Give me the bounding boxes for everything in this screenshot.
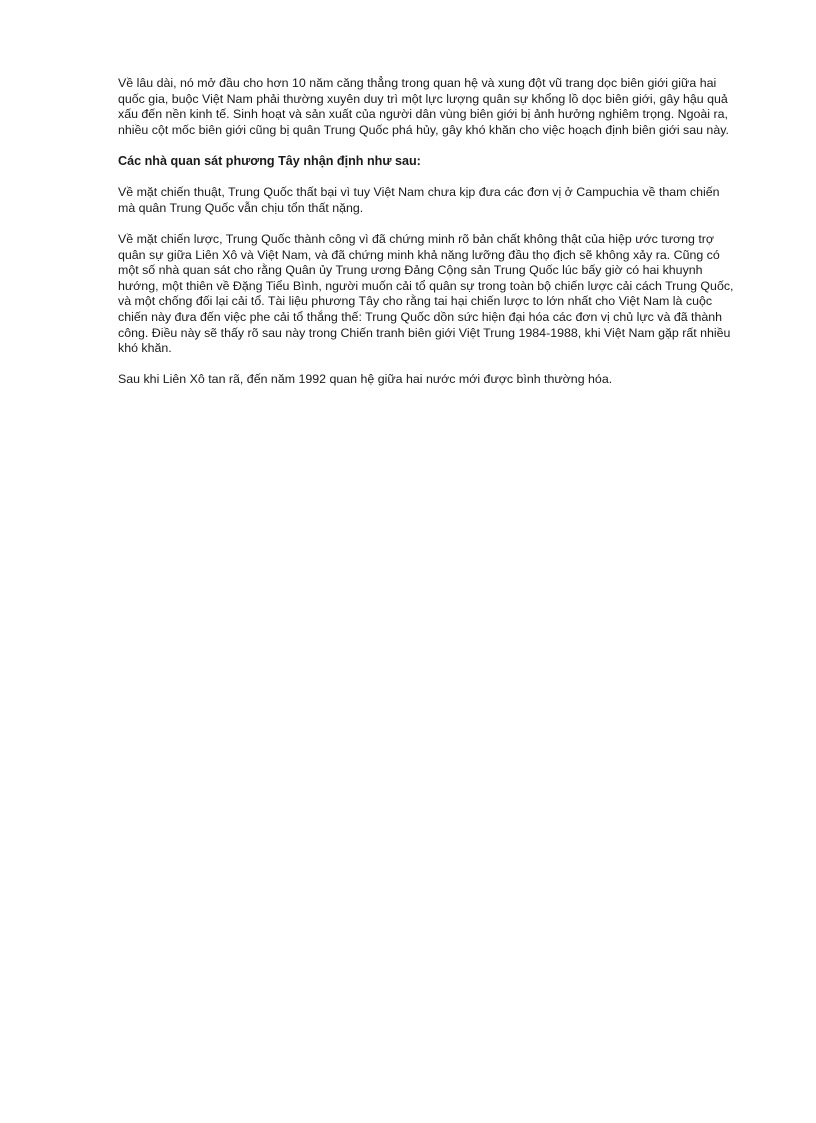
section-heading-western-observers: Các nhà quan sát phương Tây nhận định như sau: [118, 153, 421, 168]
paragraph-strategic-view: Về mặt chiến lược, Trung Quốc thành công vì đã chứng minh rõ bản chất không thật của hiệp ước tương trợ quân sự giữa Liên Xô và Việt Nam, và đã chứng minh khả năng lưỡng đầu thọ địch sẽ không xảy ra. Cũng có một số nhà quan sát cho rằng Quân ủy Trung ương Đảng Cộng sản Trung Quốc lúc bấy giờ có hai khuynh hướng, một thiên về Đặng Tiểu Bình, người muốn cải tổ quân sự trong toàn bộ chiến lược cải cách Trung Quốc, và một chống đối lại cải tổ. Tài liệu phương Tây cho rằng tai hại chiến lược to lớn nhất cho Việt Nam là cuộc chiến này đưa đến việc phe cải tổ thắng thế: Trung Quốc dồn sức hiện đại hóa các đơn vị chủ lực và đã thành công. Điều này sẽ thấy rõ sau này trong Chiến tranh biên giới Việt Trung 1984-1988, khi Việt Nam gặp rất nhiều khó khăn. [118, 231, 734, 356]
document-body [118, 76, 740, 403]
paragraph-long-term-consequences: Về lâu dài, nó mở đầu cho hơn 10 năm căng thẳng trong quan hệ và xung đột vũ trang dọc biên giới giữa hai quốc gia, buộc Việt Nam phải thường xuyên duy trì một lực lượng quân sự khổng lồ dọc biên giới, gây hậu quả xấu đến nền kinh tế. Sinh hoạt và sản xuất của người dân vùng biên giới bị ảnh hưởng nghiêm trọng. Ngoài ra, nhiều cột mốc biên giới cũng bị quân Trung Quốc phá hủy, gây khó khăn cho việc hoạch định biên giới sau này. [118, 76, 729, 137]
paragraph-normalization: Sau khi Liên Xô tan rã, đến năm 1992 quan hệ giữa hai nước mới được bình thường hóa. [118, 372, 613, 387]
paragraph-tactical-view: Về mặt chiến thuật, Trung Quốc thất bại vì tuy Việt Nam chưa kịp đưa các đơn vị ở Campuchia về tham chiến mà quân Trung Quốc vẫn chịu tổn thất nặng. [118, 185, 720, 215]
